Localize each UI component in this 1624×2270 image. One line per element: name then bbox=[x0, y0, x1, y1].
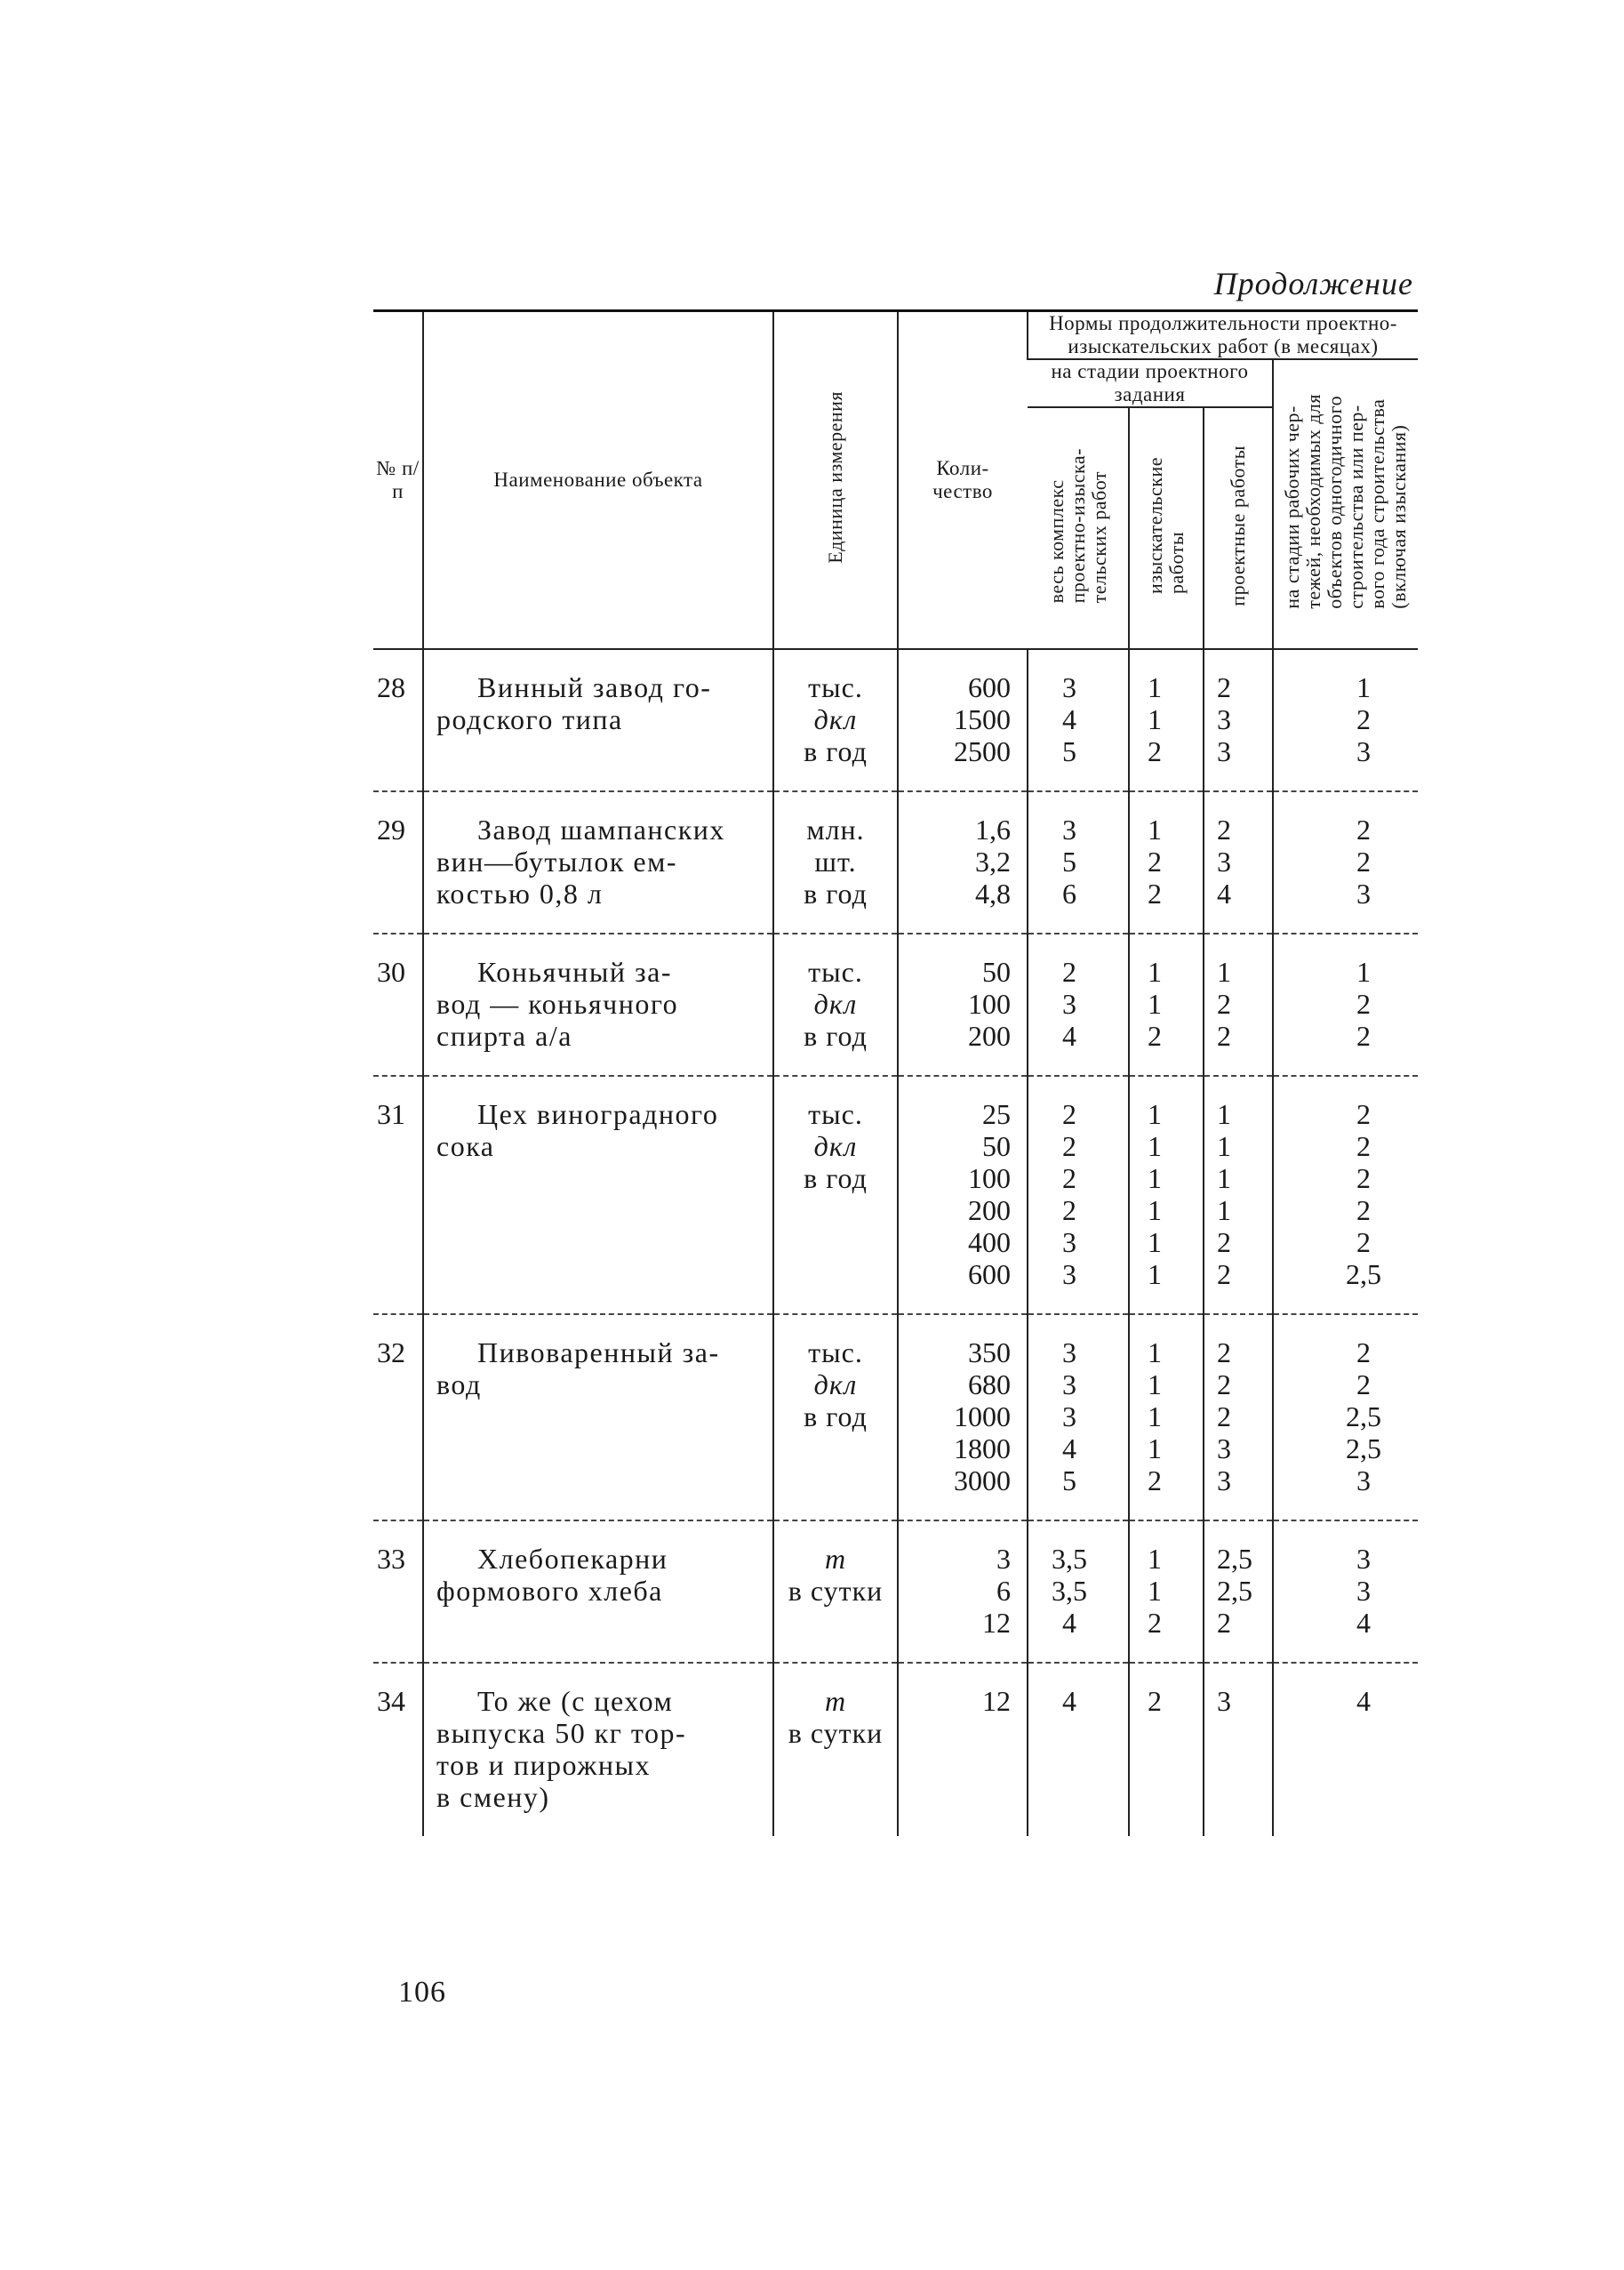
object-name-line: Пивоваренный за- bbox=[477, 1336, 720, 1368]
quantity-line: 600 bbox=[968, 671, 1011, 703]
project-works-value-line: 2,5 bbox=[1217, 1575, 1252, 1607]
all-works-value-cell bbox=[1028, 934, 1129, 1076]
all-works-value-line: 6 bbox=[1062, 878, 1076, 910]
survey-works-value-line: 1 bbox=[1148, 1368, 1162, 1400]
all-works-value-line: 3 bbox=[1062, 1400, 1076, 1432]
object-name-cell bbox=[423, 1520, 773, 1663]
all-works-value-line: 3 bbox=[1062, 671, 1076, 703]
survey-works-value-line: 1 bbox=[1148, 1336, 1162, 1368]
object-name-cell bbox=[423, 649, 773, 791]
all-works-value-line: 4 bbox=[1062, 1607, 1076, 1639]
row-number-cell bbox=[373, 1076, 423, 1314]
header-object-name: Наименование объекта bbox=[423, 311, 773, 650]
project-works-value-line: 3 bbox=[1217, 735, 1231, 767]
all-works-value-line: 5 bbox=[1062, 1464, 1076, 1496]
working-drawings-value-line: 2 bbox=[1356, 1368, 1371, 1400]
quantity-line: 400 bbox=[968, 1226, 1011, 1258]
quantity-line: 1500 bbox=[954, 703, 1011, 735]
working-drawings-value-line: 2,5 bbox=[1346, 1400, 1381, 1432]
working-drawings-value-line: 3 bbox=[1356, 1575, 1371, 1607]
unit-line: шт. bbox=[814, 846, 857, 878]
all-works-value-line: 3 bbox=[1062, 1226, 1076, 1258]
working-drawings-value-cell bbox=[1273, 1076, 1418, 1314]
quantity-cell bbox=[898, 791, 1028, 934]
all-works-value-cell bbox=[1028, 649, 1129, 791]
unit-line: тыс. bbox=[808, 1336, 863, 1368]
quantity-cell bbox=[898, 934, 1028, 1076]
survey-works-value-line: 1 bbox=[1148, 814, 1162, 846]
survey-works-value-line: 1 bbox=[1148, 1098, 1162, 1130]
project-works-value-line: 2 bbox=[1217, 1020, 1231, 1052]
project-works-value-cell bbox=[1204, 1314, 1273, 1520]
continuation-label: Продолжение bbox=[1213, 266, 1413, 301]
header-working-drawings bbox=[1273, 359, 1418, 649]
table-body bbox=[373, 649, 1418, 1836]
survey-works-value-line: 1 bbox=[1148, 1575, 1162, 1607]
row-number: 30 bbox=[377, 956, 405, 988]
survey-works-value-line: 1 bbox=[1148, 1543, 1162, 1575]
header-norms-group: Нормы продолжительности проектно-изыскательских работ (в месяцах) bbox=[1028, 311, 1418, 360]
quantity-line: 1000 bbox=[954, 1400, 1011, 1432]
all-works-value-line: 2 bbox=[1062, 1130, 1076, 1162]
quantity-cell bbox=[898, 1663, 1028, 1836]
object-name-cell bbox=[423, 934, 773, 1076]
object-name-line: Завод шампанских bbox=[477, 814, 725, 846]
all-works-value-cell bbox=[1028, 1520, 1129, 1663]
unit-line: дкл bbox=[813, 1368, 858, 1400]
unit-cell bbox=[773, 1314, 898, 1520]
all-works-value-line: 3,5 bbox=[1052, 1575, 1087, 1607]
unit-line: тыс. bbox=[808, 956, 863, 988]
working-drawings-value-line: 2 bbox=[1356, 1020, 1371, 1052]
quantity-line: 4,8 bbox=[975, 878, 1011, 910]
object-name-cell bbox=[423, 1314, 773, 1520]
survey-works-value-cell bbox=[1129, 1076, 1204, 1314]
all-works-value-line: 4 bbox=[1062, 1685, 1076, 1717]
table-row bbox=[373, 1663, 1418, 1836]
survey-works-value-cell bbox=[1129, 649, 1204, 791]
quantity-line: 1,6 bbox=[975, 814, 1011, 846]
all-works-value-line: 3 bbox=[1062, 1368, 1076, 1400]
project-works-value-cell bbox=[1204, 1520, 1273, 1663]
project-works-value-line: 4 bbox=[1217, 878, 1231, 910]
unit-line: тыс. bbox=[808, 671, 863, 703]
row-number: 34 bbox=[377, 1685, 405, 1717]
unit-line: в сутки bbox=[788, 1575, 884, 1607]
quantity-line: 1800 bbox=[954, 1432, 1011, 1464]
quantity-line: 12 bbox=[982, 1607, 1011, 1639]
project-works-value-cell bbox=[1204, 1663, 1273, 1836]
project-works-value-line: 2 bbox=[1217, 671, 1231, 703]
row-number-cell bbox=[373, 649, 423, 791]
quantity-line: 50 bbox=[982, 956, 1011, 988]
working-drawings-value-line: 2,5 bbox=[1346, 1258, 1381, 1290]
table-row bbox=[373, 934, 1418, 1076]
working-drawings-value-cell bbox=[1273, 1663, 1418, 1836]
row-number-cell bbox=[373, 1663, 423, 1836]
unit-cell bbox=[773, 649, 898, 791]
survey-works-value-line: 2 bbox=[1148, 735, 1162, 767]
unit-line: млн. bbox=[806, 814, 865, 846]
unit-cell bbox=[773, 934, 898, 1076]
project-works-value-line: 2 bbox=[1217, 988, 1231, 1020]
quantity-line: 600 bbox=[968, 1258, 1011, 1290]
header-working-drawings-text: на стадии рабочих чер- тежей, необходимых для объектов одногодичного строительства или пер- вого года строительства (включая изыскания) bbox=[1281, 394, 1410, 609]
header-project-works bbox=[1204, 407, 1273, 649]
project-works-value-line: 2 bbox=[1217, 1258, 1231, 1290]
working-drawings-value-line: 2 bbox=[1356, 814, 1371, 846]
row-number-cell bbox=[373, 1520, 423, 1663]
quantity-line: 6 bbox=[996, 1575, 1011, 1607]
survey-works-value-line: 1 bbox=[1148, 1400, 1162, 1432]
table-header bbox=[373, 311, 1418, 650]
quantity-line: 25 bbox=[982, 1098, 1011, 1130]
all-works-value-line: 2 bbox=[1062, 1098, 1076, 1130]
quantity-line: 50 bbox=[982, 1130, 1011, 1162]
working-drawings-value-line: 2 bbox=[1356, 1098, 1371, 1130]
survey-works-value-cell bbox=[1129, 1520, 1204, 1663]
project-works-value-cell bbox=[1204, 934, 1273, 1076]
quantity-line: 350 bbox=[968, 1336, 1011, 1368]
unit-line: в год bbox=[804, 1162, 868, 1194]
all-works-value-line: 4 bbox=[1062, 1020, 1076, 1052]
object-name-line: костью 0,8 л bbox=[436, 878, 604, 910]
unit-line: тыс. bbox=[808, 1098, 863, 1130]
all-works-value-cell bbox=[1028, 1076, 1129, 1314]
project-works-value-line: 3 bbox=[1217, 1432, 1231, 1464]
working-drawings-value-line: 3 bbox=[1356, 735, 1371, 767]
all-works-value-cell bbox=[1028, 791, 1129, 934]
working-drawings-value-line: 4 bbox=[1356, 1607, 1371, 1639]
working-drawings-value-line: 2 bbox=[1356, 1162, 1371, 1194]
header-unit bbox=[773, 311, 898, 650]
norms-table bbox=[373, 309, 1418, 1836]
object-name-line: родского типа bbox=[436, 703, 623, 735]
object-name-cell bbox=[423, 791, 773, 934]
object-name-line: сока bbox=[436, 1130, 495, 1162]
unit-line: в год bbox=[804, 1400, 868, 1432]
working-drawings-value-cell bbox=[1273, 934, 1418, 1076]
header-unit-text: Единица измерения bbox=[824, 391, 846, 564]
survey-works-value-line: 2 bbox=[1148, 1685, 1162, 1717]
row-number-cell bbox=[373, 934, 423, 1076]
row-number: 31 bbox=[377, 1098, 405, 1130]
quantity-line: 3,2 bbox=[975, 846, 1011, 878]
project-works-value-line: 1 bbox=[1217, 956, 1231, 988]
row-number-cell bbox=[373, 791, 423, 934]
working-drawings-value-line: 2 bbox=[1356, 703, 1371, 735]
all-works-value-line: 3 bbox=[1062, 1258, 1076, 1290]
object-name-line: вод — коньячного bbox=[436, 988, 679, 1020]
unit-cell bbox=[773, 1520, 898, 1663]
object-name-line: спирта а/а bbox=[436, 1020, 572, 1052]
working-drawings-value-cell bbox=[1273, 791, 1418, 934]
quantity-line: 12 bbox=[982, 1685, 1011, 1717]
all-works-value-line: 4 bbox=[1062, 703, 1076, 735]
object-name-line: Коньячный за- bbox=[477, 956, 673, 988]
object-name-line: Хлебопекарни bbox=[477, 1543, 668, 1575]
project-works-value-line: 2 bbox=[1217, 1226, 1231, 1258]
project-works-value-line: 2 bbox=[1217, 1336, 1231, 1368]
table-row bbox=[373, 791, 1418, 934]
header-project-works-text: проектные работы bbox=[1227, 445, 1249, 606]
quantity-line: 680 bbox=[968, 1368, 1011, 1400]
header-all-works bbox=[1028, 407, 1129, 649]
working-drawings-value-cell bbox=[1273, 649, 1418, 791]
unit-line: в год bbox=[804, 878, 868, 910]
object-name-line: тов и пирожных bbox=[436, 1749, 651, 1781]
all-works-value-line: 5 bbox=[1062, 846, 1076, 878]
unit-line: дкл bbox=[813, 988, 858, 1020]
table-row bbox=[373, 649, 1418, 791]
survey-works-value-line: 1 bbox=[1148, 1432, 1162, 1464]
unit-line: дкл bbox=[813, 703, 858, 735]
quantity-cell bbox=[898, 649, 1028, 791]
object-name-cell bbox=[423, 1076, 773, 1314]
table-row bbox=[373, 1076, 1418, 1314]
working-drawings-value-line: 2,5 bbox=[1346, 1432, 1381, 1464]
object-name-line: формового хлеба bbox=[436, 1575, 663, 1607]
project-works-value-cell bbox=[1204, 649, 1273, 791]
unit-cell bbox=[773, 1663, 898, 1836]
object-name-cell bbox=[423, 1663, 773, 1836]
working-drawings-value-line: 2 bbox=[1356, 988, 1371, 1020]
table-row bbox=[373, 1520, 1418, 1663]
all-works-value-cell bbox=[1028, 1663, 1129, 1836]
working-drawings-value-line: 2 bbox=[1356, 1130, 1371, 1162]
project-works-value-line: 1 bbox=[1217, 1194, 1231, 1226]
working-drawings-value-line: 2 bbox=[1356, 1336, 1371, 1368]
working-drawings-value-line: 2 bbox=[1356, 1226, 1371, 1258]
unit-line: в сутки bbox=[788, 1717, 884, 1749]
header-all-works-text: весь комплекс проектно-изыска- тельских работ bbox=[1044, 447, 1110, 604]
header-design-stage: на стадии проектного задания bbox=[1028, 359, 1273, 407]
header-number: № п/п bbox=[373, 311, 423, 650]
survey-works-value-line: 1 bbox=[1148, 703, 1162, 735]
quantity-line: 100 bbox=[968, 988, 1011, 1020]
table-row bbox=[373, 1314, 1418, 1520]
project-works-value-line: 2 bbox=[1217, 1607, 1231, 1639]
project-works-value-line: 1 bbox=[1217, 1130, 1231, 1162]
working-drawings-value-cell bbox=[1273, 1520, 1418, 1663]
unit-line: в год bbox=[804, 735, 868, 767]
all-works-value-line: 5 bbox=[1062, 735, 1076, 767]
unit-line: т bbox=[824, 1543, 847, 1575]
project-works-value-line: 2 bbox=[1217, 1400, 1231, 1432]
quantity-line: 2500 bbox=[954, 735, 1011, 767]
all-works-value-line: 3,5 bbox=[1052, 1543, 1087, 1575]
all-works-value-line: 3 bbox=[1062, 1336, 1076, 1368]
project-works-value-line: 1 bbox=[1217, 1162, 1231, 1194]
survey-works-value-line: 1 bbox=[1148, 1130, 1162, 1162]
project-works-value-line: 1 bbox=[1217, 1098, 1231, 1130]
project-works-value-cell bbox=[1204, 791, 1273, 934]
project-works-value-line: 2,5 bbox=[1217, 1543, 1252, 1575]
unit-line: т bbox=[824, 1685, 847, 1717]
survey-works-value-line: 1 bbox=[1148, 1162, 1162, 1194]
all-works-value-line: 2 bbox=[1062, 956, 1076, 988]
all-works-value-line: 2 bbox=[1062, 1162, 1076, 1194]
header-survey-works bbox=[1129, 407, 1204, 649]
survey-works-value-line: 1 bbox=[1148, 671, 1162, 703]
object-name-line: выпуска 50 кг тор- bbox=[436, 1717, 687, 1749]
page-number: 106 bbox=[398, 1976, 446, 2009]
unit-cell bbox=[773, 791, 898, 934]
survey-works-value-line: 2 bbox=[1148, 1607, 1162, 1639]
working-drawings-value-line: 2 bbox=[1356, 1194, 1371, 1226]
quantity-line: 3000 bbox=[954, 1464, 1011, 1496]
project-works-value-line: 3 bbox=[1217, 1685, 1231, 1717]
object-name-line: вин—бутылок ем- bbox=[436, 846, 678, 878]
working-drawings-value-line: 4 bbox=[1356, 1685, 1371, 1717]
working-drawings-value-line: 3 bbox=[1356, 1464, 1371, 1496]
survey-works-value-line: 2 bbox=[1148, 846, 1162, 878]
survey-works-value-cell bbox=[1129, 1663, 1204, 1836]
row-number: 28 bbox=[377, 671, 405, 703]
working-drawings-value-line: 2 bbox=[1356, 846, 1371, 878]
working-drawings-value-line: 1 bbox=[1356, 956, 1371, 988]
all-works-value-line: 4 bbox=[1062, 1432, 1076, 1464]
quantity-line: 3 bbox=[996, 1543, 1011, 1575]
row-number: 29 bbox=[377, 814, 405, 846]
all-works-value-line: 3 bbox=[1062, 988, 1076, 1020]
header-survey-works-text: изыскательские работы bbox=[1144, 457, 1188, 594]
project-works-value-line: 3 bbox=[1217, 703, 1231, 735]
project-works-value-line: 3 bbox=[1217, 846, 1231, 878]
survey-works-value-cell bbox=[1129, 791, 1204, 934]
quantity-cell bbox=[898, 1520, 1028, 1663]
object-name-line: Винный завод го- bbox=[477, 671, 712, 703]
survey-works-value-line: 1 bbox=[1148, 988, 1162, 1020]
project-works-value-cell bbox=[1204, 1076, 1273, 1314]
object-name-line: в смену) bbox=[436, 1781, 550, 1813]
quantity-line: 200 bbox=[968, 1020, 1011, 1052]
row-number: 32 bbox=[377, 1336, 405, 1368]
working-drawings-value-line: 1 bbox=[1356, 671, 1371, 703]
object-name-line: вод bbox=[436, 1368, 482, 1400]
project-works-value-line: 2 bbox=[1217, 1368, 1231, 1400]
project-works-value-line: 3 bbox=[1217, 1464, 1231, 1496]
object-name-line: То же (с цехом bbox=[477, 1685, 674, 1717]
quantity-line: 200 bbox=[968, 1194, 1011, 1226]
survey-works-value-cell bbox=[1129, 1314, 1204, 1520]
survey-works-value-cell bbox=[1129, 934, 1204, 1076]
project-works-value-line: 2 bbox=[1217, 814, 1231, 846]
object-name-line: Цех виноградного bbox=[477, 1098, 719, 1130]
survey-works-value-line: 1 bbox=[1148, 1258, 1162, 1290]
all-works-value-line: 3 bbox=[1062, 814, 1076, 846]
row-number-cell bbox=[373, 1314, 423, 1520]
survey-works-value-line: 1 bbox=[1148, 1194, 1162, 1226]
quantity-cell bbox=[898, 1314, 1028, 1520]
unit-cell bbox=[773, 1076, 898, 1314]
survey-works-value-line: 1 bbox=[1148, 956, 1162, 988]
header-quantity: Коли- чество bbox=[898, 311, 1028, 650]
working-drawings-value-line: 3 bbox=[1356, 878, 1371, 910]
working-drawings-value-cell bbox=[1273, 1314, 1418, 1520]
survey-works-value-line: 2 bbox=[1148, 1464, 1162, 1496]
unit-line: дкл bbox=[813, 1130, 858, 1162]
survey-works-value-line: 2 bbox=[1148, 1020, 1162, 1052]
survey-works-value-line: 2 bbox=[1148, 878, 1162, 910]
all-works-value-cell bbox=[1028, 1314, 1129, 1520]
survey-works-value-line: 1 bbox=[1148, 1226, 1162, 1258]
working-drawings-value-line: 3 bbox=[1356, 1543, 1371, 1575]
quantity-line: 100 bbox=[968, 1162, 1011, 1194]
all-works-value-line: 2 bbox=[1062, 1194, 1076, 1226]
quantity-cell bbox=[898, 1076, 1028, 1314]
row-number: 33 bbox=[377, 1543, 405, 1575]
unit-line: в год bbox=[804, 1020, 868, 1052]
